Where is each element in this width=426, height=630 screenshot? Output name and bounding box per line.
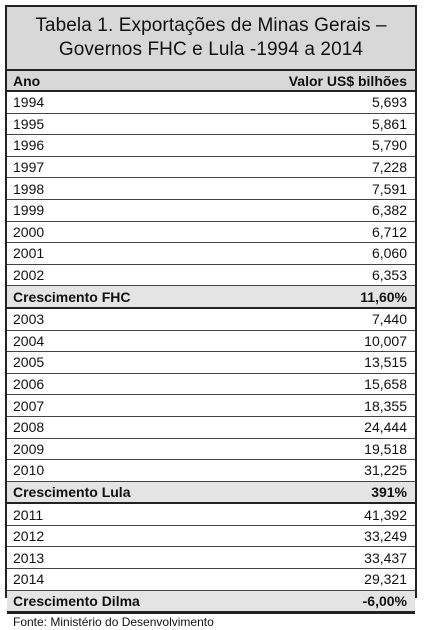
year-cell: 1998 bbox=[7, 178, 210, 200]
value-cell: 7,440 bbox=[210, 308, 415, 330]
table-title-line2: Governos FHC e Lula -1994 a 2014 bbox=[58, 39, 364, 60]
year-cell: 2003 bbox=[7, 308, 210, 330]
year-cell: 2002 bbox=[7, 264, 210, 286]
growth-label: Crescimento Dilma bbox=[7, 590, 210, 612]
value-cell: 41,392 bbox=[210, 503, 415, 525]
table-row bbox=[7, 156, 415, 178]
year-cell: 2011 bbox=[7, 503, 210, 525]
table-row bbox=[7, 135, 415, 157]
year-cell: 1996 bbox=[7, 135, 210, 157]
year-cell: 2005 bbox=[7, 352, 210, 374]
table-row bbox=[7, 330, 415, 352]
table-row bbox=[7, 243, 415, 265]
table-header-row bbox=[7, 71, 415, 91]
growth-row-fhc bbox=[7, 286, 415, 308]
year-cell: 2014 bbox=[7, 569, 210, 591]
year-cell: 2007 bbox=[7, 395, 210, 417]
table-row bbox=[7, 395, 415, 417]
table-row bbox=[7, 438, 415, 460]
table-row bbox=[7, 569, 415, 591]
table-row bbox=[7, 525, 415, 547]
year-cell: 2009 bbox=[7, 438, 210, 460]
value-cell: 7,228 bbox=[210, 156, 415, 178]
year-cell: 2008 bbox=[7, 416, 210, 438]
table-row bbox=[7, 113, 415, 135]
column-header-value: Valor US$ bilhões bbox=[210, 71, 415, 91]
table-row bbox=[7, 221, 415, 243]
year-cell: 2012 bbox=[7, 525, 210, 547]
table-row bbox=[7, 547, 415, 569]
year-cell: 2010 bbox=[7, 460, 210, 482]
table-title bbox=[7, 7, 415, 71]
value-cell: 31,225 bbox=[210, 460, 415, 482]
growth-label: Crescimento FHC bbox=[7, 286, 210, 308]
year-cell: 1994 bbox=[7, 91, 210, 113]
table-row bbox=[7, 503, 415, 525]
year-cell: 2000 bbox=[7, 221, 210, 243]
year-cell: 2013 bbox=[7, 547, 210, 569]
growth-value: 11,60% bbox=[210, 286, 415, 308]
value-cell: 7,591 bbox=[210, 178, 415, 200]
growth-value: 391% bbox=[210, 481, 415, 503]
value-cell: 10,007 bbox=[210, 330, 415, 352]
year-cell: 1995 bbox=[7, 113, 210, 135]
value-cell: 6,353 bbox=[210, 264, 415, 286]
value-cell: 5,861 bbox=[210, 113, 415, 135]
table-row bbox=[7, 416, 415, 438]
year-cell: 1997 bbox=[7, 156, 210, 178]
table-row bbox=[7, 264, 415, 286]
table-row bbox=[7, 460, 415, 482]
table-row bbox=[7, 352, 415, 374]
exports-table-frame bbox=[5, 5, 417, 630]
exports-table bbox=[7, 71, 415, 613]
table-row bbox=[7, 91, 415, 113]
table-row bbox=[7, 199, 415, 221]
year-cell: 2001 bbox=[7, 243, 210, 265]
value-cell: 13,515 bbox=[210, 352, 415, 374]
value-cell: 5,693 bbox=[210, 91, 415, 113]
value-cell: 29,321 bbox=[210, 569, 415, 591]
value-cell: 6,382 bbox=[210, 199, 415, 221]
year-cell: 2006 bbox=[7, 373, 210, 395]
value-cell: 33,437 bbox=[210, 547, 415, 569]
value-cell: 33,249 bbox=[210, 525, 415, 547]
table-title-line1: Tabela 1. Exportações de Minas Gerais – bbox=[35, 15, 387, 36]
table-row bbox=[7, 178, 415, 200]
growth-label: Crescimento Lula bbox=[7, 481, 210, 503]
value-cell: 19,518 bbox=[210, 438, 415, 460]
table-row bbox=[7, 373, 415, 395]
value-cell: 6,060 bbox=[210, 243, 415, 265]
value-cell: 24,444 bbox=[210, 416, 415, 438]
value-cell: 18,355 bbox=[210, 395, 415, 417]
value-cell: 15,658 bbox=[210, 373, 415, 395]
value-cell: 6,712 bbox=[210, 221, 415, 243]
column-header-year: Ano bbox=[7, 71, 210, 91]
year-cell: 1999 bbox=[7, 199, 210, 221]
growth-row-lula bbox=[7, 481, 415, 503]
source-note: Fonte: Ministério do Desenvolvimento bbox=[7, 613, 415, 630]
table-row bbox=[7, 308, 415, 330]
year-cell: 2004 bbox=[7, 330, 210, 352]
growth-value: -6,00% bbox=[210, 590, 415, 612]
value-cell: 5,790 bbox=[210, 135, 415, 157]
